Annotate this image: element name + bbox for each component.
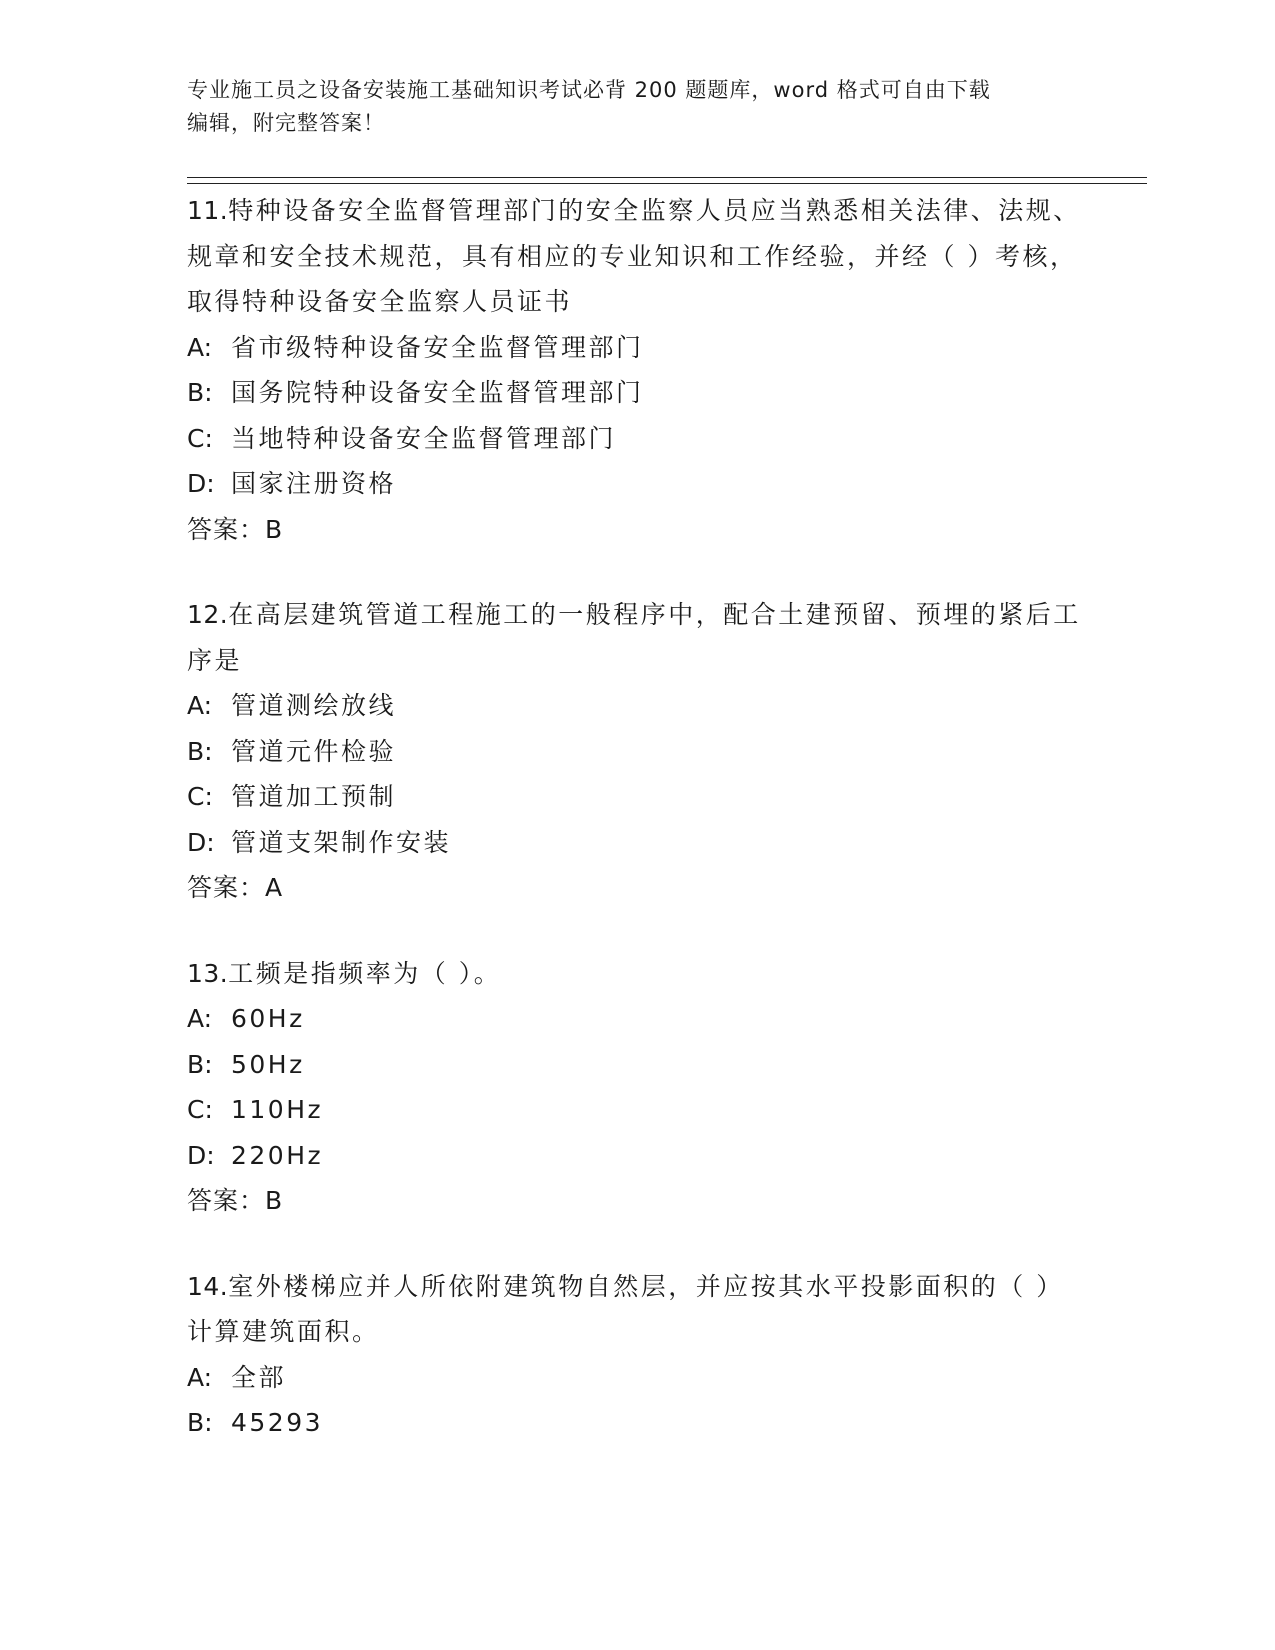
option-letter: C: — [187, 423, 213, 453]
option-letter: A: — [187, 332, 213, 362]
answer-key: 答案：B — [187, 514, 284, 544]
question-item — [187, 1264, 1087, 1446]
option-letter: B: — [187, 1049, 213, 1079]
option-letter: C: — [187, 782, 213, 811]
question-number: 11. — [187, 196, 229, 225]
question-text: 室外楼梯应并人所依附建筑物自然层，并应按其水平投影面积的（ ）计算建筑面积。 — [187, 1271, 1064, 1346]
question-item — [187, 951, 1087, 1224]
option-letter: C: — [187, 1095, 213, 1124]
question-text: 工频是指频率为（ ）。 — [228, 958, 502, 988]
option-letter: A: — [187, 691, 213, 720]
question-stem — [187, 1264, 1087, 1355]
header-divider-top — [187, 177, 1147, 178]
option-text: 管道元件检验 — [231, 736, 397, 766]
question-list — [187, 188, 1087, 1486]
option-letter: A: — [187, 1004, 213, 1033]
header-divider-bottom — [187, 183, 1147, 184]
header-line-1: 专业施工员之设备安装施工基础知识考试必背 200 题题库，word 格式可自由下载 — [187, 78, 991, 102]
document-header — [187, 74, 1087, 140]
answer-option — [187, 1042, 1087, 1088]
answer-option — [187, 996, 1087, 1042]
option-letter: D: — [187, 1140, 215, 1170]
question-item — [187, 592, 1087, 911]
answer-option — [187, 325, 1087, 371]
header-line-2: 编辑，附完整答案！ — [187, 111, 385, 135]
option-text: 全部 — [231, 1362, 287, 1392]
option-text: 管道支架制作安装 — [231, 827, 452, 857]
option-letter: D: — [187, 827, 215, 857]
answer-option — [187, 1087, 1087, 1133]
question-stem — [187, 188, 1087, 325]
option-text: 国家注册资格 — [231, 469, 397, 498]
option-letter: B: — [187, 736, 213, 766]
question-number: 13. — [187, 958, 229, 988]
question-stem — [187, 951, 1087, 997]
question-item — [187, 188, 1087, 552]
question-number: 14. — [187, 1271, 229, 1301]
question-text: 在高层建筑管道工程施工的一般程序中，配合土建预留、预埋的紧后工序是 — [187, 600, 1081, 675]
option-text: 省市级特种设备安全监督管理部门 — [231, 332, 644, 362]
option-text: 管道测绘放线 — [231, 691, 397, 720]
answer-option — [187, 774, 1087, 820]
option-text: 国务院特种设备安全监督管理部门 — [231, 378, 644, 407]
option-text: 当地特种设备安全监督管理部门 — [231, 423, 617, 453]
answer-key: 答案：B — [187, 1186, 284, 1215]
option-letter: B: — [187, 1408, 213, 1437]
answer-option — [187, 461, 1087, 507]
answer-option — [187, 683, 1087, 729]
option-text: 45293 — [231, 1408, 324, 1437]
answer-option — [187, 416, 1087, 462]
question-text: 特种设备安全监督管理部门的安全监察人员应当熟悉相关法律、法规、规章和安全技术规范，具有相应的专业知识和工作经验，并经（ ）考核，取得特种设备安全监察人员证书 — [187, 196, 1081, 316]
answer-option — [187, 370, 1087, 416]
option-text: 60Hz — [231, 1004, 305, 1033]
option-letter: B: — [187, 378, 213, 407]
answer-option — [187, 1400, 1087, 1446]
answer-option — [187, 729, 1087, 775]
answer-option — [187, 1355, 1087, 1401]
option-text: 管道加工预制 — [231, 782, 397, 811]
question-stem — [187, 592, 1087, 683]
answer-option — [187, 820, 1087, 866]
question-number: 12. — [187, 600, 229, 629]
option-text: 110Hz — [231, 1095, 324, 1124]
option-text: 220Hz — [231, 1140, 324, 1170]
option-letter: A: — [187, 1362, 213, 1392]
option-text: 50Hz — [231, 1049, 305, 1079]
option-letter: D: — [187, 469, 215, 498]
answer-option — [187, 1133, 1087, 1179]
answer-key: 答案：A — [187, 873, 284, 902]
